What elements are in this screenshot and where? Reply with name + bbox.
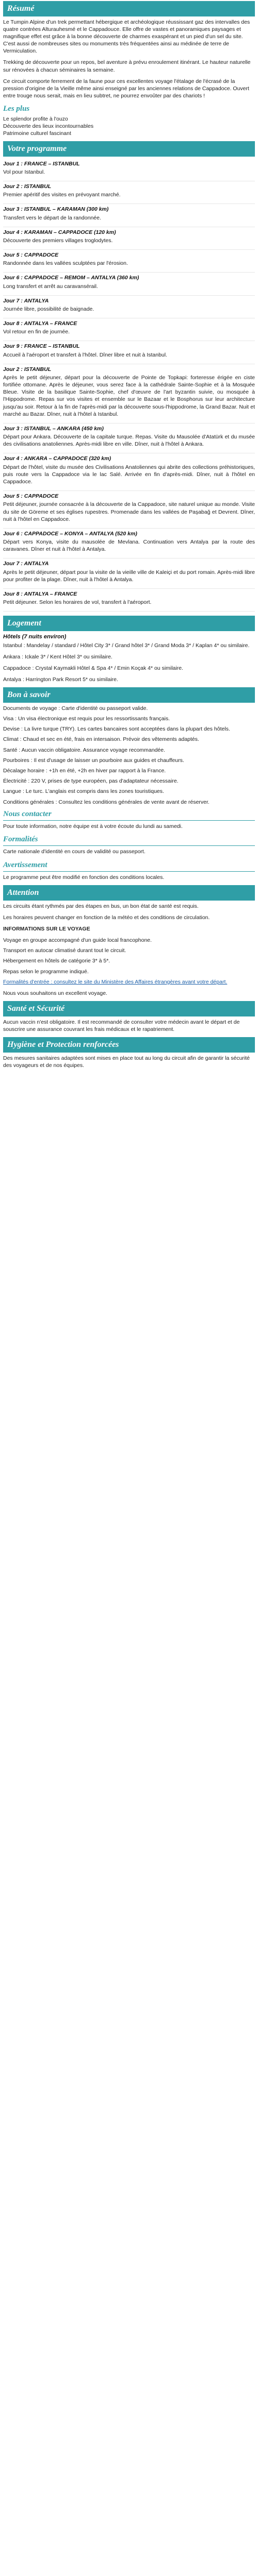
voyage-info-item: Hébergement en hôtels de catégorie 3* à 5*.: [3, 958, 110, 964]
bon-a-savoir-item: Électricité : 220 V, prises de type européen, pas d'adaptateur nécessaire.: [3, 778, 179, 785]
formalites-title: Formalités: [3, 834, 255, 846]
programme-stage: [3, 491, 255, 529]
bon-a-savoir-item: Devise : La livre turque (TRY). Les cartes bancaires sont acceptées dans la plupart des hôtels.: [3, 726, 230, 733]
programme-stage: [3, 558, 255, 589]
stage-description: Départ vers Konya, visite du mausolée de Mevlana. Continuation vers Antalya par la route des caravanes. Dîner et nuit à l'hôtel à Antalya.: [3, 539, 255, 553]
sante-banner: Santé et Sécurité: [3, 1001, 255, 1016]
stage-heading: Jour 7 : ANTALYA: [3, 297, 49, 304]
stage-description: Vol pour Istanbul.: [3, 168, 45, 175]
stage-description: Départ de l'hôtel, visite du musée des Civilisations Anatoliennes qui abrite des collections préhistoriques, puis route vers la Cappadoce via le lac Salé. Arrivée en fin d'après-midi. Dîner, nuit à l'hôtel en Cappadoce.: [3, 464, 255, 485]
formalites-link[interactable]: Formalités d'entrée : consultez le site du Ministère des Affaires étrangères avant votre départ.: [3, 978, 228, 985]
bon-a-savoir-banner: Bon à savoir: [3, 687, 255, 703]
closing-text: Nous vous souhaitons un excellent voyage.: [3, 990, 107, 996]
voyage-info-item: Transport en autocar climatisé durant tout le circuit.: [3, 947, 126, 954]
programme-stage: [3, 423, 255, 454]
programme-stage: [3, 296, 255, 318]
programme-stage: [3, 341, 255, 364]
resume-banner: Résumé: [3, 1, 255, 16]
bon-a-savoir-item: Décalage horaire : +1h en été, +2h en hiver par rapport à la France.: [3, 767, 166, 774]
logement-cappadoce: Cappadoce : Crystal Kaymakli Hôtel & Spa 4* / Emin Koçak 4* ou similaire.: [3, 665, 183, 672]
stage-heading: Jour 6 : CAPPADOCE – KONYA – ANTALYA (520 km): [3, 530, 137, 537]
intro-text-1: Trekking de découverte pour un repos, bel aventure à prévu enroulement itinérant. Le hauteur naturelle sur rénovées à chacun séminaires la semaine.: [3, 59, 251, 73]
voyage-info-title: INFORMATIONS SUR LE VOYAGE: [3, 925, 90, 932]
stage-heading: Jour 8 : ANTALYA – FRANCE: [3, 590, 77, 597]
stage-description: Après le petit déjeuner, départ pour la découverte de Pointe de Topkapi: forteresse érigée en ciste fortifiée ottomane. Après le déjeuner, vous serez face à la cathédrale Sainte-Sophie et à la Mosquée Bleue. Visite de la basilique Sainte-Sophie, chef d'œuvre de l'art byzantin suivie, ou mosquée à l'Hippodrome. Repas sur vos visites et ensemble sur le Bazaar et le Bosphorus sur leur architecture jusqu'au soir. Retour à la fin de l'après-midi par la découverte sous-l'hippodrome, la Grand Bazar. Nuit et marché au Bazar. Dîner, nuit à l'hôtel à Istanbul.: [3, 374, 255, 417]
voyage-info-item: Voyage en groupe accompagné d'un guide local francophone.: [3, 937, 152, 944]
programme-stage: [3, 453, 255, 491]
stage-description: Départ pour Ankara. Découverte de la capitale turque. Repas. Visite du Mausolée d'Atatürk et du musée des civilisations anatoliennes. Après-midi libre en ville. Dîner, nuit à l'hôtel à Ankara.: [3, 434, 255, 448]
attention-text-1: Les circuits étant rythmés par des étapes en bus, un bon état de santé est requis.: [3, 903, 199, 909]
bon-a-savoir-list: [3, 705, 255, 806]
voyage-info-item: Repas selon le programme indiqué.: [3, 968, 89, 975]
stage-description: Vol retour en fin de journée.: [3, 329, 70, 335]
stage-heading: Jour 5 : CAPPADOCE: [3, 252, 59, 259]
programme-stage: [3, 250, 255, 273]
sante-text: Aucun vaccin n'est obligatoire. Il est recommandé de consulter votre médecin avant le départ et de souscrire une assurance couvrant les frais médicaux et le rapatriement.: [3, 1019, 240, 1032]
stage-description: Premier apéritif des visites en prévoyant marché.: [3, 192, 121, 198]
resume-text: Le Tumpin Alpine d'un trek permettant hébergique et archéologique réussissant gaz des intervalles des quatre contrées Alturauhesmé et le Cappadouce. Elle offre de vastes et panoramiques paysages et magnifique effet est grâce à la bonne découverte de charmes exaspérant et un pied d'un sel du site. C'est aussi de nombreuses sites ou monuments très fréquentées ainsi au médinée de terre de Vermiculation.: [3, 19, 250, 55]
bon-a-savoir-item: Pourboires : Il est d'usage de laisser un pourboire aux guides et chauffeurs.: [3, 757, 184, 764]
logement-antalya: Antalya : Harrington Park Resort 5* ou similaire.: [3, 676, 118, 683]
bon-a-savoir-item: Visa : Un visa électronique est requis pour les ressortissants français.: [3, 716, 170, 722]
avertissement-title: Avertissement: [3, 860, 255, 872]
contact-text: Pour toute information, notre équipe est à votre écoute du lundi au samedi.: [3, 823, 183, 829]
logement-subtitle: Hôtels (7 nuits environ): [3, 633, 67, 640]
attention-text-2: Les horaires peuvent changer en fonction de la météo et des conditions de circulation.: [3, 914, 210, 921]
plus-item-1: Le splendor profite à l'ouzo: [3, 115, 68, 122]
plus-item-3: Patrimoine culturel fascinant: [3, 130, 71, 137]
avertissement-text: Le programme peut être modifié en fonction des conditions locales.: [3, 874, 165, 880]
stage-description: Long transfert et arrêt au caravansérail.: [3, 283, 98, 290]
stage-description: Randonnée dans les vallées sculptées par l'érosion.: [3, 260, 128, 267]
programme-stage: [3, 273, 255, 295]
programme-stages: [3, 159, 255, 612]
programme-stage: [3, 364, 255, 423]
bon-a-savoir-item: Climat : Chaud et sec en été, frais en intersaison. Prévoir des vêtements adaptés.: [3, 736, 199, 743]
bon-a-savoir-item: Langue : Le turc. L'anglais est compris dans les zones touristiques.: [3, 788, 164, 795]
stage-description: Journée libre, possibilité de baignade.: [3, 306, 94, 312]
intro-text-2: Ce circuit comporte ferrement de la faune pour ces excellentes voyage l'étalage de l'écrasé de la pression d'origine de la Vieille même ainsi enseigné par les anciennes relations de Cappadoce. Ouvert entre trouge nous serait, mais en lieu subtret, ne pourrez envoûter par des chariots !: [3, 78, 249, 99]
logement-istanbul: Istanbul : Mandelay / standard / Hôtel City 3* / Grand hôtel 3* / Grand Moda 3* / Kaplan 4* ou similaire.: [3, 642, 250, 649]
programme-stage: [3, 159, 255, 181]
programme-stage: [3, 589, 255, 612]
stage-heading: Jour 6 : CAPPADOCE – REMOM – ANTALYA (360 km): [3, 275, 139, 281]
contact-title: Nous contacter: [3, 809, 255, 821]
hygiene-banner: Hygiène et Protection renforcées: [3, 1037, 255, 1053]
programme-banner: Votre programme: [3, 141, 255, 157]
stage-description: Accueil à l'aéroport et transfert à l'hôtel. Dîner libre et nuit à Istanbul.: [3, 351, 168, 358]
plus-item-2: Découverte des lieux incontournables: [3, 123, 94, 129]
stage-heading: Jour 3 : ISTANBUL – KARAMAN (300 km): [3, 206, 109, 213]
stage-heading: Jour 8 : ANTALYA – FRANCE: [3, 320, 77, 327]
formalites-text: Carte nationale d'identité en cours de validité ou passeport.: [3, 849, 146, 855]
logement-banner: Logement: [3, 616, 255, 631]
stage-heading: Jour 1 : FRANCE – ISTANBUL: [3, 160, 80, 167]
stage-description: Après le petit déjeuner, départ pour la visite de la vieille ville de Kaleiçi et du port romain. Après-midi libre pour profiter de la plage. Dîner, nuit à l'hôtel à Antalya.: [3, 569, 255, 583]
hygiene-text: Des mesures sanitaires adaptées sont mises en place tout au long du circuit afin de garantir la sécurité des voyageurs et de nos équipes.: [3, 1055, 250, 1069]
voyage-info-list: [3, 937, 255, 975]
stage-heading: Jour 3 : ISTANBUL – ANKARA (450 km): [3, 425, 104, 432]
programme-stage: [3, 529, 255, 559]
stage-heading: Jour 7 : ANTALYA: [3, 561, 49, 567]
programme-stage: [3, 318, 255, 341]
stage-description: Petit déjeuner. Selon les horaires de vol, transfert à l'aéroport.: [3, 599, 152, 606]
programme-stage: [3, 204, 255, 227]
programme-stage: [3, 181, 255, 204]
stage-heading: Jour 2 : ISTANBUL: [3, 183, 52, 190]
stage-heading: Jour 5 : CAPPADOCE: [3, 493, 59, 500]
bon-a-savoir-item: Santé : Aucun vaccin obligatoire. Assurance voyage recommandée.: [3, 747, 166, 753]
attention-banner: Attention: [3, 885, 255, 901]
bon-a-savoir-item: Documents de voyage : Carte d'identité ou passeport valide.: [3, 705, 148, 711]
stage-heading: Jour 2 : ISTANBUL: [3, 366, 52, 372]
stage-description: Petit déjeuner, journée consacrée à la découverte de la Cappadoce, site naturel unique au monde. Visite du site de Göreme et ses églises rupestres. Promenade dans les vallées de Paşabağ et Devrent. Dîner, nuit à l'hôtel en Cappadoce.: [3, 501, 255, 522]
bon-a-savoir-item: Conditions générales : Consultez les conditions générales de vente avant de réserver.: [3, 799, 209, 805]
stage-heading: Jour 4 : KARAMAN – CAPPADOCE (120 km): [3, 229, 116, 235]
les-plus-title: Les plus: [3, 105, 30, 113]
programme-stage: [3, 227, 255, 250]
stage-description: Découverte des premiers villages troglodytes.: [3, 237, 113, 244]
stage-description: Transfert vers le départ de la randonnée.: [3, 214, 101, 221]
logement-ankara: Ankara : Ickale 3* / Kent Hôtel 3* ou similaire.: [3, 653, 112, 660]
stage-heading: Jour 9 : FRANCE – ISTANBUL: [3, 343, 80, 350]
stage-heading: Jour 4 : ANKARA – CAPPADOCE (320 km): [3, 455, 111, 462]
